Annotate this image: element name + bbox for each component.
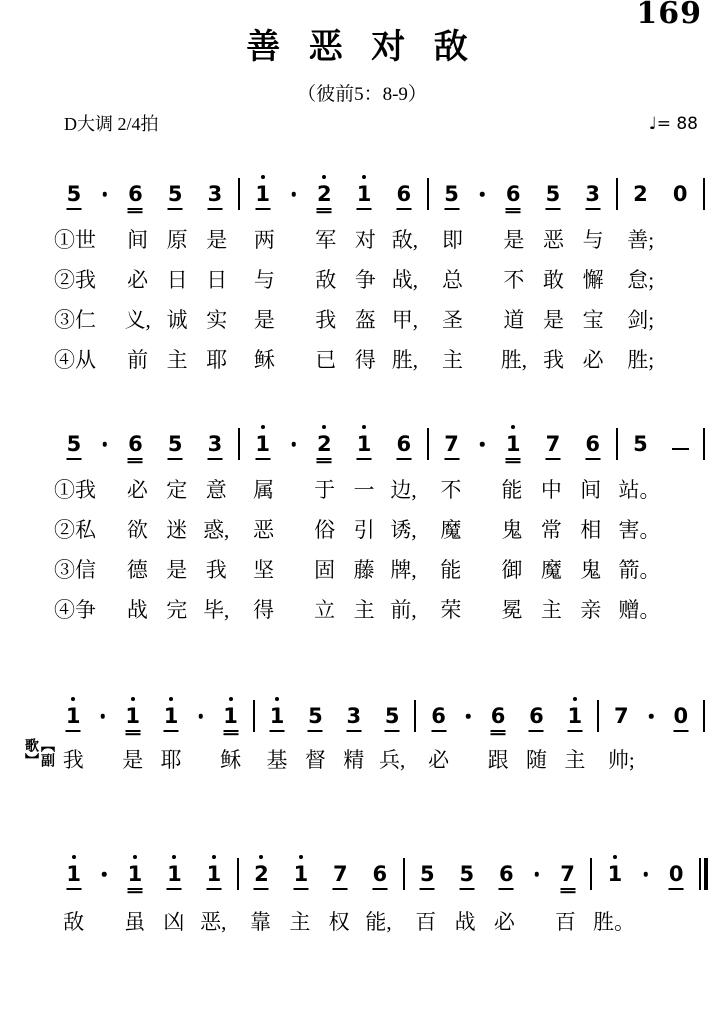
note-0: 0	[672, 182, 688, 206]
note-1: 1	[493, 432, 533, 456]
lyric-syllable: 靠	[250, 910, 272, 934]
lyric-syllable: ④争	[54, 598, 96, 622]
bar-line	[703, 428, 705, 460]
note-5: 5	[533, 182, 573, 206]
lyric-syllable: 赠。	[618, 598, 661, 622]
note-5: 5	[54, 432, 94, 456]
meta-row	[0, 112, 724, 136]
lyric-syllable: 盔	[354, 308, 376, 332]
lyric-syllable: 权	[328, 910, 350, 934]
note-6: 6	[517, 704, 555, 728]
music-line-3	[54, 694, 708, 738]
lyric-syllable: 是	[503, 228, 525, 252]
note-1: 1	[344, 182, 384, 206]
refrain-label: 【副歌】	[23, 738, 54, 768]
note-1: 1	[281, 862, 320, 886]
note-6: 6	[479, 704, 517, 728]
note-1: 1	[344, 432, 384, 456]
lyric-row	[54, 300, 708, 340]
lyric-syllable: 主	[289, 910, 311, 934]
lyric-syllable: 是	[206, 228, 228, 252]
note-3: 3	[195, 182, 235, 206]
score-section-verses-part2	[54, 422, 708, 630]
lyric-syllable: 基	[266, 748, 288, 772]
lyric-syllable: 义,	[124, 308, 151, 332]
lyric-syllable: 站。	[618, 478, 661, 502]
note-6: 6	[493, 182, 533, 206]
lyrics-block-3	[54, 740, 708, 780]
lyric-syllable: 完	[166, 598, 188, 622]
bar-line	[238, 178, 240, 210]
lyric-syllable: 已	[315, 348, 337, 372]
lyric-syllable: 相	[580, 518, 602, 542]
lyric-syllable: 胜。	[593, 910, 635, 934]
song-title: 善 恶 对 敌	[246, 29, 478, 66]
lyric-syllable: 主	[564, 748, 586, 772]
lyric-syllable: 稣	[253, 348, 275, 372]
lyric-syllable: 定	[166, 478, 188, 502]
lyric-syllable: 亲	[580, 598, 602, 622]
note-6: 6	[384, 432, 424, 456]
bar-line	[703, 178, 705, 210]
bar-line	[238, 428, 240, 460]
lyric-syllable: 我	[542, 348, 564, 372]
lyric-syllable: ②私	[54, 518, 96, 542]
note-3: 3	[195, 432, 235, 456]
note-1: 1	[243, 182, 283, 206]
note-1: 1	[211, 704, 249, 728]
lyric-syllable: 主	[353, 598, 375, 622]
note-1: 1	[114, 704, 152, 728]
lyric-syllable: 间	[580, 478, 602, 502]
lyric-syllable: 敌	[63, 910, 85, 934]
lyric-syllable: 敢	[542, 268, 564, 292]
note-1: 1	[54, 704, 92, 728]
bar-line	[590, 858, 592, 890]
lyric-syllable: 耶	[160, 748, 182, 772]
lyric-syllable: 不	[440, 478, 462, 502]
note-6: 6	[384, 182, 424, 206]
lyric-syllable: 耶	[206, 348, 228, 372]
lyric-syllable: 能,	[365, 910, 392, 934]
note-1: 1	[258, 704, 296, 728]
lyric-syllable: 欲	[126, 518, 148, 542]
music-line-4	[54, 852, 708, 896]
lyric-syllable: 我	[205, 558, 227, 582]
note-6: 6	[487, 862, 526, 886]
lyric-syllable: 凶	[163, 910, 185, 934]
lyric-syllable: 迷	[166, 518, 188, 542]
lyric-syllable: 诱,	[390, 518, 417, 542]
note-1: 1	[152, 704, 190, 728]
note-7: 7	[432, 432, 472, 456]
note-1: 1	[155, 862, 194, 886]
lyric-syllable: 主	[166, 348, 188, 372]
lyric-syllable: 魔	[540, 558, 562, 582]
lyric-syllable: 恶	[542, 228, 564, 252]
note-5: 5	[408, 862, 447, 886]
note-6: 6	[573, 432, 613, 456]
note-5: 5	[373, 704, 411, 728]
lyric-syllable: ①世	[54, 228, 96, 252]
lyric-syllable: 必	[493, 910, 515, 934]
lyric-row	[54, 740, 708, 780]
lyric-syllable: 冕	[501, 598, 523, 622]
lyric-syllable: 与	[253, 268, 275, 292]
lyric-syllable: 敌,	[391, 228, 419, 252]
music-line-1	[54, 172, 708, 216]
lyric-syllable: 牌,	[390, 558, 417, 582]
lyric-syllable: 胜;	[627, 348, 655, 372]
lyric-syllable: 恶	[253, 518, 275, 542]
note-7: 7	[613, 704, 629, 728]
lyric-syllable: 实	[206, 308, 228, 332]
lyric-syllable: 战	[454, 910, 476, 934]
lyric-row	[54, 470, 708, 510]
lyric-row	[54, 590, 708, 630]
lyric-syllable: 不	[503, 268, 525, 292]
lyric-syllable: 中	[540, 478, 562, 502]
lyric-syllable: 是	[166, 558, 188, 582]
bar-line	[427, 178, 429, 210]
lyric-syllable: 俗	[314, 518, 336, 542]
lyric-syllable: 引	[353, 518, 375, 542]
note-6: 6	[116, 432, 156, 456]
score-section-verses-part1	[54, 172, 708, 380]
lyric-syllable: 军	[315, 228, 337, 252]
note-6: 6	[116, 182, 156, 206]
lyric-syllable: ③仁	[54, 308, 96, 332]
lyric-syllable: 战,	[391, 268, 419, 292]
lyric-row	[54, 550, 708, 590]
lyric-syllable: ③信	[54, 558, 96, 582]
lyric-syllable: 日	[166, 268, 188, 292]
lyric-syllable: 百	[415, 910, 437, 934]
lyric-syllable: 鬼	[501, 518, 523, 542]
lyric-syllable: 是	[542, 308, 564, 332]
note-6: 6	[419, 704, 457, 728]
lyric-syllable: ④从	[54, 348, 96, 372]
lyric-syllable: 必	[126, 478, 148, 502]
note-5: 5	[432, 182, 472, 206]
note-2: 2	[304, 432, 344, 456]
bar-line	[403, 858, 405, 890]
bar-line	[414, 700, 416, 732]
lyric-syllable: 剑;	[627, 308, 655, 332]
lyric-syllable: 诚	[166, 308, 188, 332]
lyric-row	[54, 902, 708, 942]
page-number: 169	[636, 0, 702, 31]
lyric-syllable: 我	[315, 308, 337, 332]
lyric-syllable: 箭。	[618, 558, 661, 582]
lyric-row	[54, 220, 708, 260]
bar-line	[616, 428, 618, 460]
lyric-syllable: 圣	[442, 308, 464, 332]
lyric-syllable: 日	[206, 268, 228, 292]
lyric-syllable: 属	[253, 478, 275, 502]
lyric-syllable: 间	[127, 228, 149, 252]
note-2: 2	[242, 862, 281, 886]
bar-line	[253, 700, 255, 732]
lyric-syllable: 百	[554, 910, 576, 934]
lyric-syllable: 于	[314, 478, 336, 502]
lyric-syllable: 胜,	[391, 348, 419, 372]
lyric-syllable: 主	[540, 598, 562, 622]
note-2: 2	[633, 182, 648, 206]
lyric-syllable: 督	[304, 748, 326, 772]
note-7: 7	[548, 862, 587, 886]
note-7: 7	[533, 432, 573, 456]
note-5: 5	[155, 182, 195, 206]
note-5: 5	[155, 432, 195, 456]
key-signature: D大调 2/4拍	[64, 114, 159, 134]
lyric-syllable: 甲,	[391, 308, 419, 332]
lyric-syllable: 懈	[582, 268, 604, 292]
lyric-syllable: 必	[127, 268, 149, 292]
lyric-syllable: 能	[501, 478, 523, 502]
lyric-syllable: 魔	[440, 518, 462, 542]
lyric-syllable: 跟	[487, 748, 509, 772]
note-1: 1	[243, 432, 283, 456]
lyric-syllable: 是	[253, 308, 275, 332]
music-line-2	[54, 422, 708, 466]
score-section-refrain-part2	[54, 852, 708, 942]
lyric-syllable: 害。	[618, 518, 661, 542]
lyric-syllable: 得	[354, 348, 376, 372]
note-1: 1	[54, 862, 93, 886]
tempo-marking: ♩= 88	[648, 114, 698, 134]
lyric-syllable: 兵,	[379, 748, 406, 772]
bar-line	[237, 858, 239, 890]
bar-line	[703, 700, 705, 732]
lyric-syllable: 御	[501, 558, 523, 582]
lyric-syllable: 恶,	[200, 910, 227, 934]
lyric-syllable: 我	[62, 748, 84, 772]
lyric-syllable: 争	[354, 268, 376, 292]
note-3: 3	[573, 182, 613, 206]
lyric-syllable: 怠;	[627, 268, 655, 292]
lyric-syllable: 随	[525, 748, 547, 772]
lyric-syllable: 即	[442, 228, 464, 252]
lyric-syllable: 与	[582, 228, 604, 252]
note-5: 5	[54, 182, 94, 206]
lyric-row	[54, 260, 708, 300]
note-1: 1	[595, 862, 634, 886]
lyric-syllable: 得	[253, 598, 275, 622]
note-7: 7	[321, 862, 360, 886]
bar-line	[427, 428, 429, 460]
score-area	[0, 172, 724, 942]
note-1: 1	[194, 862, 233, 886]
note-6: 6	[360, 862, 399, 886]
lyrics-block-1	[54, 220, 708, 380]
lyric-syllable: 常	[540, 518, 562, 542]
lyric-syllable: 藤	[353, 558, 375, 582]
score-section-refrain-part1	[23, 694, 708, 780]
lyric-syllable: 宝	[582, 308, 604, 332]
note-1: 1	[556, 704, 594, 728]
lyric-syllable: 坚	[253, 558, 275, 582]
lyric-syllable: 对	[354, 228, 376, 252]
lyric-syllable: 胜,	[500, 348, 528, 372]
lyric-syllable: 能	[440, 558, 462, 582]
lyric-syllable: 精	[343, 748, 365, 772]
lyric-syllable: 主	[442, 348, 464, 372]
lyric-syllable: 两	[253, 228, 275, 252]
lyric-row	[54, 340, 708, 380]
duration-dash	[660, 438, 700, 450]
lyric-syllable: 前	[127, 348, 149, 372]
final-bar-line	[699, 858, 708, 890]
lyric-syllable: 必	[428, 748, 450, 772]
lyric-syllable: 毕,	[203, 598, 230, 622]
lyrics-block-4	[54, 902, 708, 942]
lyric-syllable: 原	[166, 228, 188, 252]
lyric-syllable: 帅;	[607, 748, 635, 772]
lyric-syllable: 善;	[627, 228, 655, 252]
lyric-row	[54, 510, 708, 550]
lyric-syllable: 意	[205, 478, 227, 502]
note-5: 5	[633, 432, 648, 456]
lyric-syllable: 战	[126, 598, 148, 622]
lyric-syllable: 边,	[390, 478, 417, 502]
lyric-syllable: 惑,	[203, 518, 230, 542]
note-5: 5	[296, 704, 334, 728]
note-2: 2	[304, 182, 344, 206]
lyric-syllable: 固	[314, 558, 336, 582]
lyric-syllable: 敌	[315, 268, 337, 292]
lyric-syllable: 是	[122, 748, 144, 772]
lyric-syllable: 虽	[124, 910, 146, 934]
lyric-syllable: ②我	[54, 268, 96, 292]
note-5: 5	[447, 862, 486, 886]
note-0: 0	[656, 862, 695, 886]
lyric-syllable: 稣	[220, 748, 242, 772]
lyric-syllable: 前,	[390, 598, 417, 622]
lyric-syllable: 立	[314, 598, 336, 622]
lyric-syllable: 鬼	[580, 558, 602, 582]
scripture-reference: （彼前5：8-9）	[297, 84, 427, 105]
lyric-syllable: 必	[582, 348, 604, 372]
bar-line	[597, 700, 599, 732]
lyric-syllable: 道	[503, 308, 525, 332]
lyric-syllable: 荣	[440, 598, 462, 622]
note-3: 3	[335, 704, 373, 728]
bar-line	[616, 178, 618, 210]
lyric-syllable: 总	[442, 268, 464, 292]
lyric-syllable: ①我	[54, 478, 96, 502]
lyric-syllable: 德	[126, 558, 148, 582]
lyrics-block-2	[54, 470, 708, 630]
note-1: 1	[115, 862, 154, 886]
lyric-syllable: 一	[353, 478, 375, 502]
note-0: 0	[662, 704, 700, 728]
